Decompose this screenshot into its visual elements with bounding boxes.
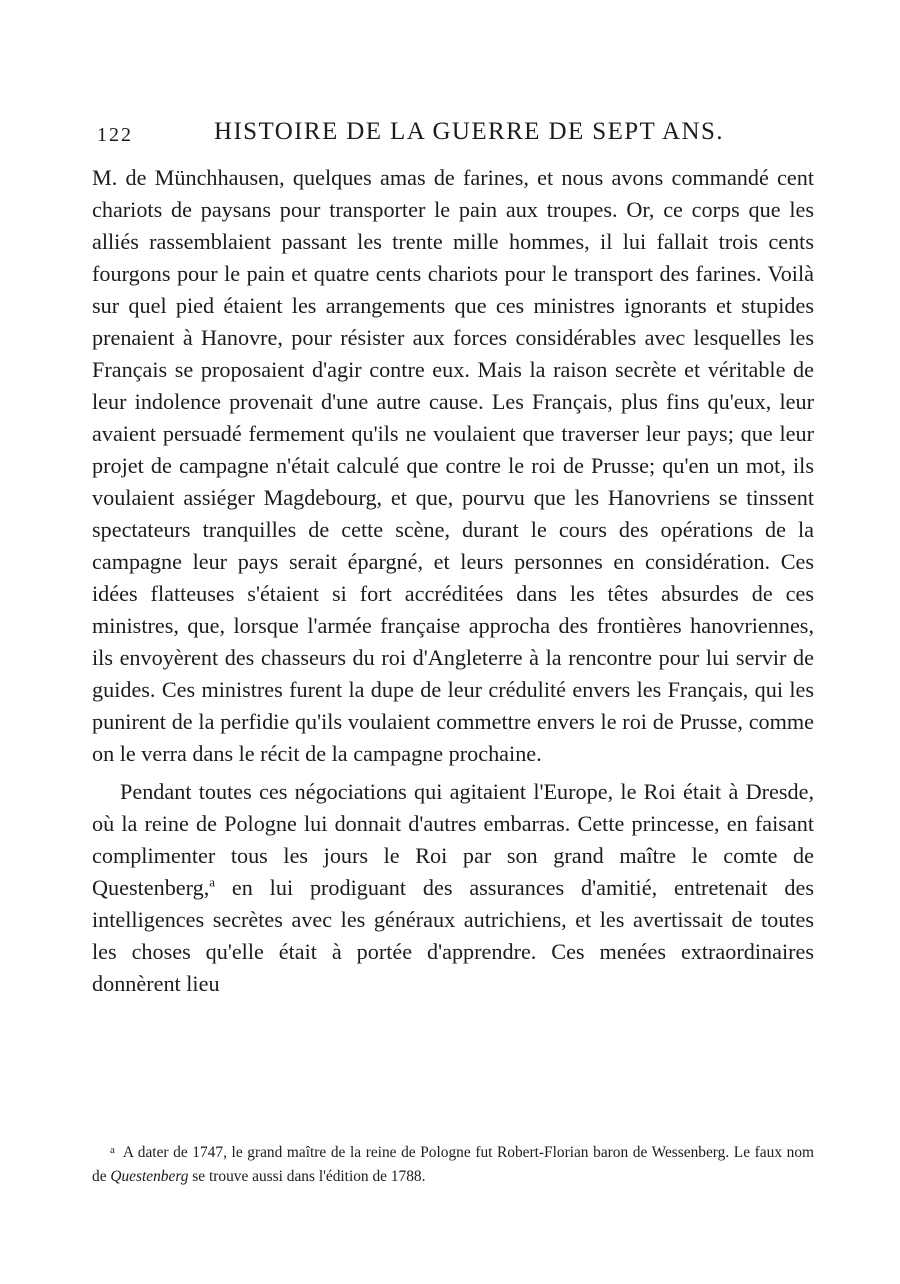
main-text (92, 162, 814, 1000)
book-page (92, 118, 814, 1185)
footnote-italic-name: Questenberg (110, 1168, 189, 1185)
footnote-marker: a (110, 1144, 115, 1156)
page-number: 122 (97, 124, 133, 146)
footnote-reference[interactable]: a (209, 874, 216, 890)
paragraph-continued: M. de Münchhausen, quelques amas de farines, et nous avons commandé cent chariots de paysans pour transporter le pain aux troupes. Or, ce corps que les alliés rassemblaient passant les trente mille hommes, il lui fallait trois cents fourgons pour le pain et quatre cents chariots pour le transport des farines. Voilà sur quel pied étaient les arrangements que ces ministres ignorants et stupides prenaient à Hanovre, pour résister aux forces considérables avec lesquelles les Français se proposaient d'agir contre eux. Mais la raison secrète et véritable de leur indolence provenait d'une autre cause. Les Français, plus fins qu'eux, leur avaient persuadé fermement qu'ils ne voulaient que traverser leur pays; que leur projet de campagne n'était calculé que contre le roi de Prusse; qu'en un mot, ils voulaient assiéger Magdebourg, et que, pourvu que les Hanovriens se tinssent spectateurs tranquilles de cette scène, durant le cours des opérations de la campagne leur pays serait épargné, et leurs personnes en considération. Ces idées flatteuses s'étaient si fort accréditées dans les têtes absurdes de ces ministres, que, lorsque l'armée française approcha des frontières hanovriennes, ils envoyèrent des chasseurs du roi d'Angleterre à la rencontre pour lui servir de guides. Ces ministres furent la dupe de leur crédulité envers les Français, qui les punirent de la perfidie qu'ils voulaient commettre envers le roi de Prusse, comme on le verra dans le récit de la campagne prochaine. (92, 165, 814, 766)
footnote-text-part-1: A dater de 1747, le grand maître de la reine de Pologne fut Robert-Florian baron de Wessenberg. Le faux nom de (92, 1144, 814, 1185)
paragraph-text-part-2: en lui prodiguant des assurances d'amitié, entretenait des intelligences secrètes avec les généraux autrichiens, et les avertissait de toutes les choses qu'elle était à portée d'apprendre. Ces menées extraordinaires donnèrent lieu (92, 875, 814, 996)
running-title: HISTOIRE DE LA GUERRE DE SEPT ANS. (214, 118, 724, 145)
paragraph-text-part-1: Pendant toutes ces négociations qui agitaient l'Europe, le Roi était à Dresde, où la reine de Pologne lui donnait d'autres embarras. Cette princesse, en faisant complimenter tous les jours le Roi par son grand maître le comte de Questenberg, (92, 779, 814, 900)
page-header (92, 118, 814, 158)
footnote-text-part-2: se trouve aussi dans l'édition de 1788. (188, 1168, 426, 1185)
footnote-area (92, 1138, 814, 1189)
paragraph-dresden (92, 776, 814, 1000)
